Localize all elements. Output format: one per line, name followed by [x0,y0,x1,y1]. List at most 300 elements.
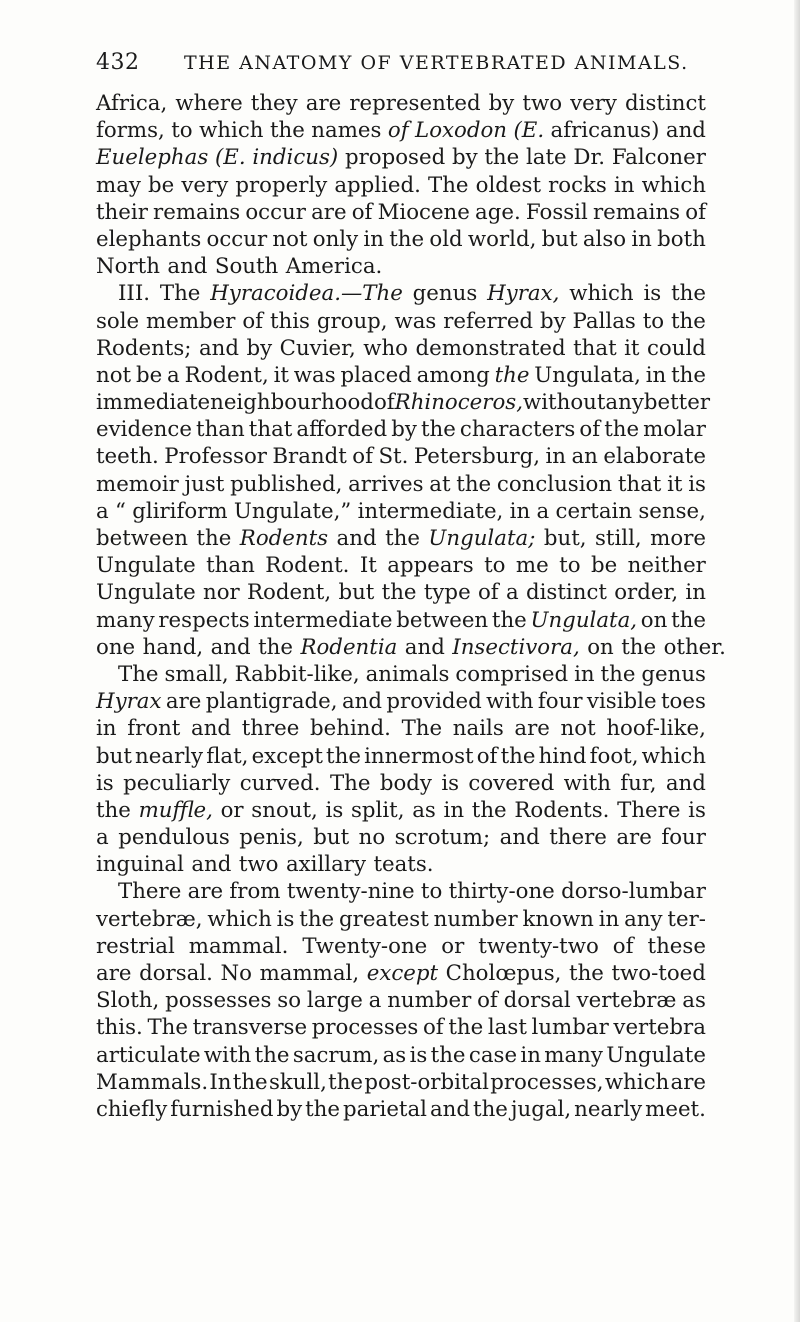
word: in [631,226,652,252]
word: the [569,961,604,986]
word: The [428,172,469,198]
word: gliriform [132,498,228,524]
word: characters [459,417,576,443]
word: ter- [667,906,706,932]
word: and [665,118,706,144]
word: in [598,906,620,932]
text-line [96,607,706,634]
word: distinct [525,580,607,606]
word: which [569,281,634,307]
word: In [209,1069,232,1095]
word: and [210,634,251,660]
word: number [387,988,472,1014]
word: the [258,634,293,660]
word: (E. [513,118,545,144]
word: of [612,933,634,959]
word: nor [202,580,240,606]
word: as [682,988,706,1014]
word: at [429,471,451,497]
word: the [494,362,530,388]
word: the [621,634,657,660]
word: who [363,335,408,361]
word: still, [595,526,642,551]
word: mammal, [259,961,360,986]
word: hand, [142,634,204,660]
word: no [358,825,386,851]
word: evidence [96,417,192,443]
word: late [525,145,567,171]
word: are [311,199,347,225]
word: certain [555,498,633,524]
word: just [184,471,225,497]
word: molar [643,417,706,443]
word: conclusion [496,471,613,497]
word: afforded [296,417,388,443]
word: a [96,498,109,524]
word: which [199,118,264,144]
word: to [642,308,665,334]
word: in [645,362,667,388]
word: any [605,390,644,416]
word: remains [153,199,241,225]
word: the [670,308,706,334]
word: of [387,118,409,144]
word: to [420,879,443,905]
word: neighbourhood [210,390,374,416]
word: to [559,553,581,579]
word: by [276,1096,303,1122]
word: but [96,743,132,769]
word: also [582,226,627,252]
word: Ungulate [96,580,196,606]
word: North [96,254,160,280]
word: three [241,716,300,742]
word: four [661,825,706,851]
word: is [276,906,295,932]
word: proposed [344,145,446,171]
word: is [325,797,344,823]
word: elephants [96,226,202,252]
word: the [671,607,706,633]
word: Hyracoidea.—The [210,281,403,307]
word: lumbar [531,1015,609,1041]
word: the [420,417,456,443]
word: genus [412,281,478,307]
text-line [96,172,706,199]
word: front [127,716,181,742]
word: is [688,797,706,823]
word: very [570,91,617,116]
word: the [448,1015,484,1041]
word: and [665,770,706,796]
word: and [341,689,382,715]
word: Rodent. [265,553,350,579]
word: are [187,879,224,905]
word: which [641,743,706,769]
word: Rodents. [514,797,610,823]
text-line [96,688,706,715]
word: properly [235,172,328,198]
word: it [667,471,683,497]
word: appears [387,553,474,579]
word: the [232,1069,268,1095]
word: and [404,634,445,660]
word: Pallas [572,308,636,334]
word: world, [467,226,537,252]
word: the [328,1069,364,1095]
word: one [96,634,136,660]
word: two [522,91,563,116]
word: Ungulate [606,1042,706,1068]
word: axillary [285,852,366,878]
text-line [96,144,706,171]
word: referred [443,308,534,334]
word: a [96,825,109,851]
word: and [167,254,208,280]
word: the [473,1096,508,1122]
word: an [571,444,598,470]
word: forms, [96,118,165,144]
word: behind. [310,716,391,742]
word: scrotum; [394,825,491,851]
word: these [647,933,706,959]
word: No [220,961,252,986]
word: dorsal. [139,961,213,986]
word: meet. [645,1096,706,1122]
word: There [118,879,182,905]
word: the [305,1096,341,1122]
word: to [484,553,506,579]
word: the [196,526,232,551]
word: jugal, [510,1096,572,1122]
word: Ungulate,” [233,498,352,524]
word: (E. [215,145,246,171]
text-line [96,824,706,851]
word: Twenty-one [302,933,428,959]
word: to [171,118,193,144]
word: possesses [165,988,272,1014]
word: between [96,526,188,551]
word: but [541,226,578,252]
page-header [96,50,708,80]
word: so [277,988,302,1014]
text-line [96,335,706,362]
word: of [476,743,498,769]
page-edge [794,0,800,1322]
word: Cuvier, [279,335,356,361]
word: old [429,226,463,252]
word: the [600,661,636,687]
word: than [196,417,245,443]
word: nearly [135,743,204,769]
word: better [643,390,711,416]
word: case [468,1042,518,1068]
word: muffle, [138,797,213,823]
word: mammal. [188,933,289,959]
word: and [429,1096,471,1122]
word: demonstrated [415,335,566,361]
word: of [477,988,498,1014]
word: which [207,906,272,932]
word: from [229,879,281,905]
word: the [389,226,425,252]
word: order, [614,580,679,606]
word: was [394,308,437,334]
word: but, [543,526,587,551]
word: skull, [268,1069,327,1095]
word: covered [468,770,555,796]
word: the [385,526,420,551]
word: between [396,607,489,633]
word: that [248,417,293,443]
word: of [242,308,264,334]
word: Ungulate [96,553,196,579]
word: snout, [251,797,318,823]
word: without [523,390,606,416]
word: than [206,553,255,579]
word: in [443,797,465,823]
word: small, [164,661,229,687]
body-text [96,90,726,1123]
word: furnished [170,1096,274,1122]
word: vertebra [613,1015,706,1041]
text-line [96,117,706,144]
word: as [412,797,436,823]
word: Rabbit-like, [234,661,360,687]
word: America. [285,254,383,280]
word: Petersburg, [413,444,541,470]
word: africanus) [550,118,660,144]
word: both [657,226,706,252]
word: twenty-two [478,933,599,959]
word: in [545,444,567,470]
word: large [306,988,363,1014]
word: many [96,607,155,633]
word: it [273,362,289,388]
word: with [563,770,611,796]
word: Mammals. [96,1069,209,1095]
word: is [96,770,114,796]
word: a [167,362,180,388]
word: is [643,281,662,307]
text-line [96,226,706,253]
text-line [96,362,706,389]
word: which [604,1069,670,1095]
word: elaborate [603,444,706,470]
word: Cholœpus, [445,961,562,986]
word: which [641,172,706,198]
text-line [96,552,706,579]
word: age. [475,199,521,225]
word: the [96,797,131,823]
word: in [574,661,595,687]
word: but [338,580,375,606]
word: intermediate [253,607,393,633]
word: sacrum, [292,1042,380,1068]
word: the [671,281,706,307]
word: parietal [343,1096,427,1122]
word: a [368,988,382,1014]
word: rocks [548,172,607,198]
word: hind [538,743,587,769]
word: that [617,471,662,497]
word: The [147,1015,188,1041]
word: St. [378,444,409,470]
word: or [441,933,465,959]
word: Africa, [96,91,168,116]
word: the [254,1042,290,1068]
text-line [96,770,706,797]
word: and [499,825,540,851]
word: foot, [589,743,639,769]
word: could [646,335,706,361]
word: or [220,797,244,823]
word: last [487,1015,527,1041]
word: and [191,852,232,878]
word: except [366,961,439,986]
word: on [640,607,668,633]
text-line [96,960,706,987]
word: Dr. [573,145,606,171]
word: except [251,743,323,769]
text-line [96,851,706,878]
text-line [96,906,706,933]
word: occur [245,199,306,225]
word: sense, [638,498,706,524]
running-head: THE ANATOMY OF VERTEBRATED ANIMALS. [184,52,689,74]
word: of [352,444,374,470]
word: Rodent, [184,362,269,388]
word: arrives [348,471,424,497]
word: penis, [239,825,304,851]
word: the [671,362,706,388]
word: are [305,91,342,116]
word: Rhinoceros, [394,390,523,416]
word: post-orbital [364,1069,489,1095]
word: The [159,281,201,307]
word: any [624,906,663,932]
word: articulate [96,1042,201,1068]
word: The [401,716,443,742]
word: not [96,362,132,388]
word: of [685,199,706,225]
word: innermost [364,743,474,769]
word: memoir [96,471,179,497]
word: of [477,580,499,606]
word: Insectivora, [452,634,580,660]
word: two [238,852,279,878]
text-line [96,498,706,525]
word: be [590,553,618,579]
word: with [203,1042,252,1068]
text-line [96,253,706,280]
word: group, [316,308,388,334]
word: vertebræ, [96,906,203,932]
word: are [616,825,652,851]
word: Falconer [611,145,706,171]
word: Loxodon [415,118,508,144]
text-line [96,416,706,443]
text-line [96,471,706,498]
word: Miocene [377,199,470,225]
word: there [549,825,607,851]
word: published, [230,471,343,497]
word: split, [350,797,405,823]
word: processes [311,1015,419,1041]
text-line [96,443,706,470]
word: Ungulata; [428,526,536,551]
word: number [433,906,518,932]
word: is [688,471,706,497]
word: and [198,335,240,361]
word: comprised [455,661,569,687]
word: Rodent, [247,580,332,606]
word: a [536,498,550,524]
word: of [373,390,395,416]
word: teats. [373,852,434,878]
text-line [96,634,726,661]
word: of [579,417,601,443]
word: Rodents [239,526,329,551]
word: occur [206,226,268,252]
word: intermediate, [357,498,504,524]
word: among [416,362,490,388]
text-line [96,1014,706,1041]
word: two-toed [611,961,706,986]
word: that [573,335,617,361]
word: neither [627,553,706,579]
word: in [520,1042,541,1068]
word: visible [586,689,657,715]
word: it [624,335,640,361]
text-line [96,579,706,606]
word: in [685,580,706,606]
word: “ [115,498,126,524]
word: but [313,825,350,851]
word: It [359,553,377,579]
word: twenty-nine [286,879,415,905]
word: is [409,1042,428,1068]
word: Hyrax, [487,281,560,307]
text-line [96,797,706,824]
word: greatest [339,906,429,932]
word: vertebræ [576,988,677,1014]
word: Sloth, [96,988,160,1014]
word: the [381,580,417,606]
word: known [522,906,594,932]
word: was [293,362,336,388]
word: remains [592,199,681,225]
word: provided [386,689,482,715]
word: other. [663,634,726,660]
word: with [486,689,534,715]
text-line [96,1042,706,1069]
word: the [500,743,536,769]
word: this. [96,1015,143,1041]
word: transverse [192,1015,308,1041]
word: the [430,1042,466,1068]
word: Rodents; [96,335,192,361]
word: by [451,145,478,171]
text-line [96,661,706,688]
word: genus [641,661,706,687]
word: distinct [625,91,706,116]
word: placed [340,362,412,388]
word: are [96,961,132,986]
word: me [515,553,549,579]
word: type [423,580,471,606]
word: of [351,199,373,225]
